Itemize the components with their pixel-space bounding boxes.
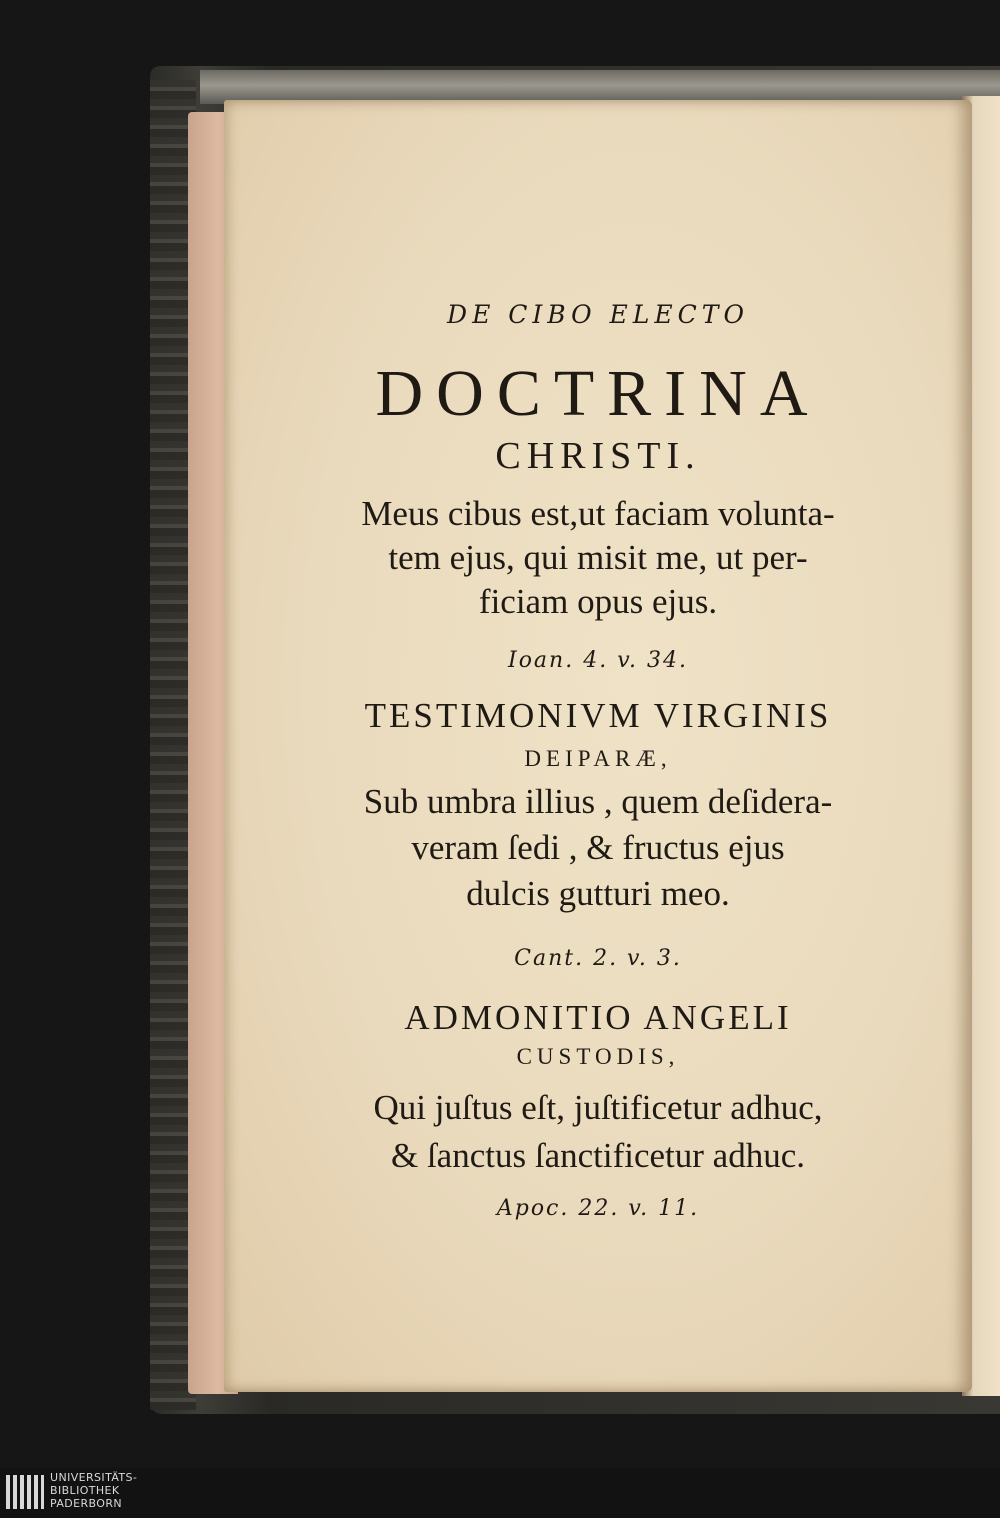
quote-2-line-2: veram ſedi , & fructus ejus [411, 828, 785, 867]
logo-line-1: UNIVERSITÄTS- [50, 1471, 138, 1484]
book-page [224, 100, 972, 1392]
quote-1-line-2: tem ejus, qui misit me, ut per- [388, 538, 808, 577]
section-3-subtitle: CUSTODIS, [516, 1044, 680, 1069]
section-3-title: ADMONITIO ANGELI [404, 998, 792, 1037]
reference-3: Apoc. 22. v. 11. [496, 1196, 700, 1221]
heading-big: DOCTRINA [375, 357, 821, 430]
footer-bar [0, 1468, 1000, 1518]
reference-1: Ioan. 4. v. 34. [508, 648, 688, 673]
library-bars-icon [6, 1473, 44, 1511]
quote-1-line-3: ficiam opus ejus. [478, 582, 718, 621]
logo-line-3: PADERBORN [50, 1497, 123, 1510]
heading-sub: CHRISTI. [495, 435, 701, 477]
library-logo-text [50, 1471, 137, 1510]
quote-3-line-2: & ſanctus ſanctificetur adhuc. [390, 1136, 805, 1175]
heading-small: DE CIBO ELECTO [447, 300, 749, 329]
reference-2: Cant. 2. v. 3. [514, 946, 682, 971]
quote-3-line-1: Qui juſtus eſt, juſtificetur adhuc, [373, 1088, 823, 1127]
section-2-subtitle: DEIPARÆ, [524, 746, 672, 771]
book-top-edge [200, 70, 1000, 104]
quote-2-line-3: dulcis gutturi meo. [466, 874, 730, 913]
quote-2-line-1: Sub umbra illius , quem deſidera- [363, 782, 833, 821]
section-2-title: TESTIMONIVM VIRGINIS [364, 696, 832, 735]
logo-line-2: BIBLIOTHEK [50, 1484, 120, 1497]
quote-1-line-1: Meus cibus est,ut faciam volunta- [361, 494, 835, 533]
